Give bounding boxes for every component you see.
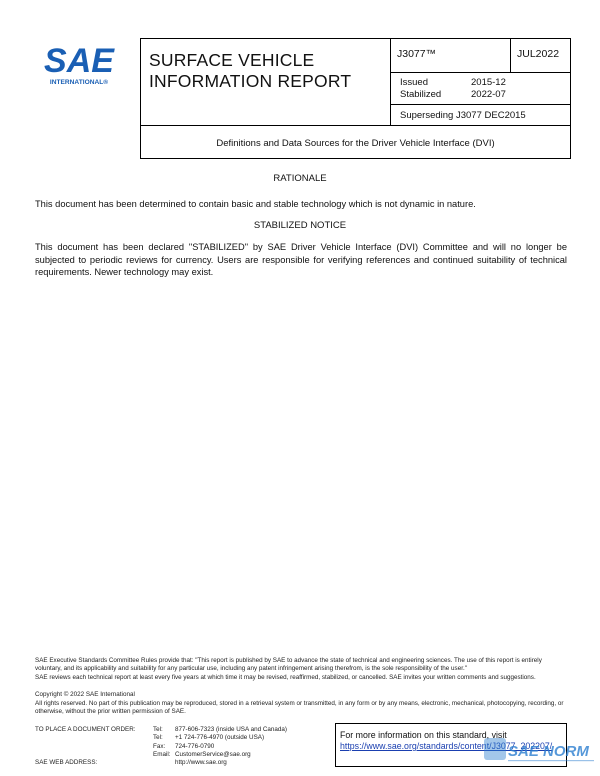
- web-label: SAE WEB ADDRESS:: [35, 759, 98, 767]
- tel-label: Tel:: [153, 726, 163, 733]
- stabilized-label: Stabilized: [400, 89, 442, 100]
- order-label: TO PLACE A DOCUMENT ORDER:: [35, 726, 136, 733]
- stabilized-value: 2022-07: [471, 89, 506, 100]
- rationale-heading: RATIONALE: [273, 173, 327, 184]
- issued-label: Issued: [400, 77, 428, 88]
- fax-label: Fax:: [153, 742, 166, 750]
- footer-copyright: Copyright © 2022 SAE International: [35, 691, 135, 698]
- stabilized-text: This document has been declared "STABILIZED" by SAE Driver Vehicle Interface (DVI) Committee and will no longer be subjected to periodic reviews for currency. Users are responsible for verifying references and continued suitability of technical requirements. Newer technology may exist.: [35, 242, 567, 277]
- more-info-text: For more information on this standard, visit: [340, 730, 507, 740]
- tel2-label: Tel:: [153, 734, 163, 742]
- footer-review: SAE reviews each technical report at least every five years at which time it may be revised, reaffirmed, stabilized, or cancelled. SAE invites your written comments and suggestions.: [35, 674, 536, 681]
- superseding-note: Superseding J3077 DEC2015: [400, 110, 526, 121]
- web-value[interactable]: http://www.sae.org: [175, 759, 227, 767]
- report-type-title: [149, 50, 379, 92]
- stabilized-heading: STABILIZED NOTICE: [253, 220, 347, 231]
- email-label: Email:: [153, 750, 171, 758]
- document-number: J3077™: [397, 48, 437, 60]
- more-info-link[interactable]: https://www.sae.org/standards/content/J3077_202207/: [340, 741, 553, 751]
- rationale-text: This document has been determined to contain basic and stable technology which is not dynamic in nature.: [35, 199, 476, 209]
- issued-value: 2015-12: [471, 77, 506, 88]
- divider: [390, 104, 571, 105]
- logo-letters: SAE: [44, 42, 114, 80]
- fax-value: 724-776-0790: [175, 742, 215, 750]
- report-type-line1: SURFACE VEHICLE: [149, 50, 315, 70]
- logo-sub: INTERNATIONAL®: [49, 79, 109, 86]
- dates-labels: [400, 77, 441, 101]
- document-subject: Definitions and Data Sources for the Driver Vehicle Interface (DVI): [216, 138, 495, 149]
- watermark-text: SAE NORM: [508, 743, 589, 760]
- divider: [510, 38, 511, 72]
- divider: [390, 38, 391, 126]
- report-type-line2: INFORMATION REPORT: [149, 71, 352, 91]
- sae-norm-watermark: [484, 736, 596, 766]
- sae-logo: [36, 40, 122, 90]
- footer-rights: All rights reserved. No part of this publication may be reproduced, stored in a retrieval system or transmitted, in any form or by any means, electronic, mechanical, photocopying, recording, or otherwise, without the prior written permission of SAE.: [35, 700, 564, 716]
- divider: [390, 72, 571, 73]
- document-date: JUL2022: [517, 48, 560, 60]
- email-value: CustomerService@sae.org: [175, 750, 251, 758]
- footer-rules: SAE Executive Standards Committee Rules provide that: "This report is published by SAE to advance the state of technical and engineering sciences. The use of this report is entirely voluntary, and its applicability and suitability for any particular use, including any patent infringement arising therefrom, is the sole responsibility of the user.": [35, 657, 542, 673]
- order-info: [35, 726, 335, 767]
- dates-values: [471, 77, 506, 101]
- tel2-value: +1 724-776-4970 (outside USA): [175, 734, 265, 742]
- tel-value: 877-606-7323 (inside USA and Canada): [175, 726, 288, 733]
